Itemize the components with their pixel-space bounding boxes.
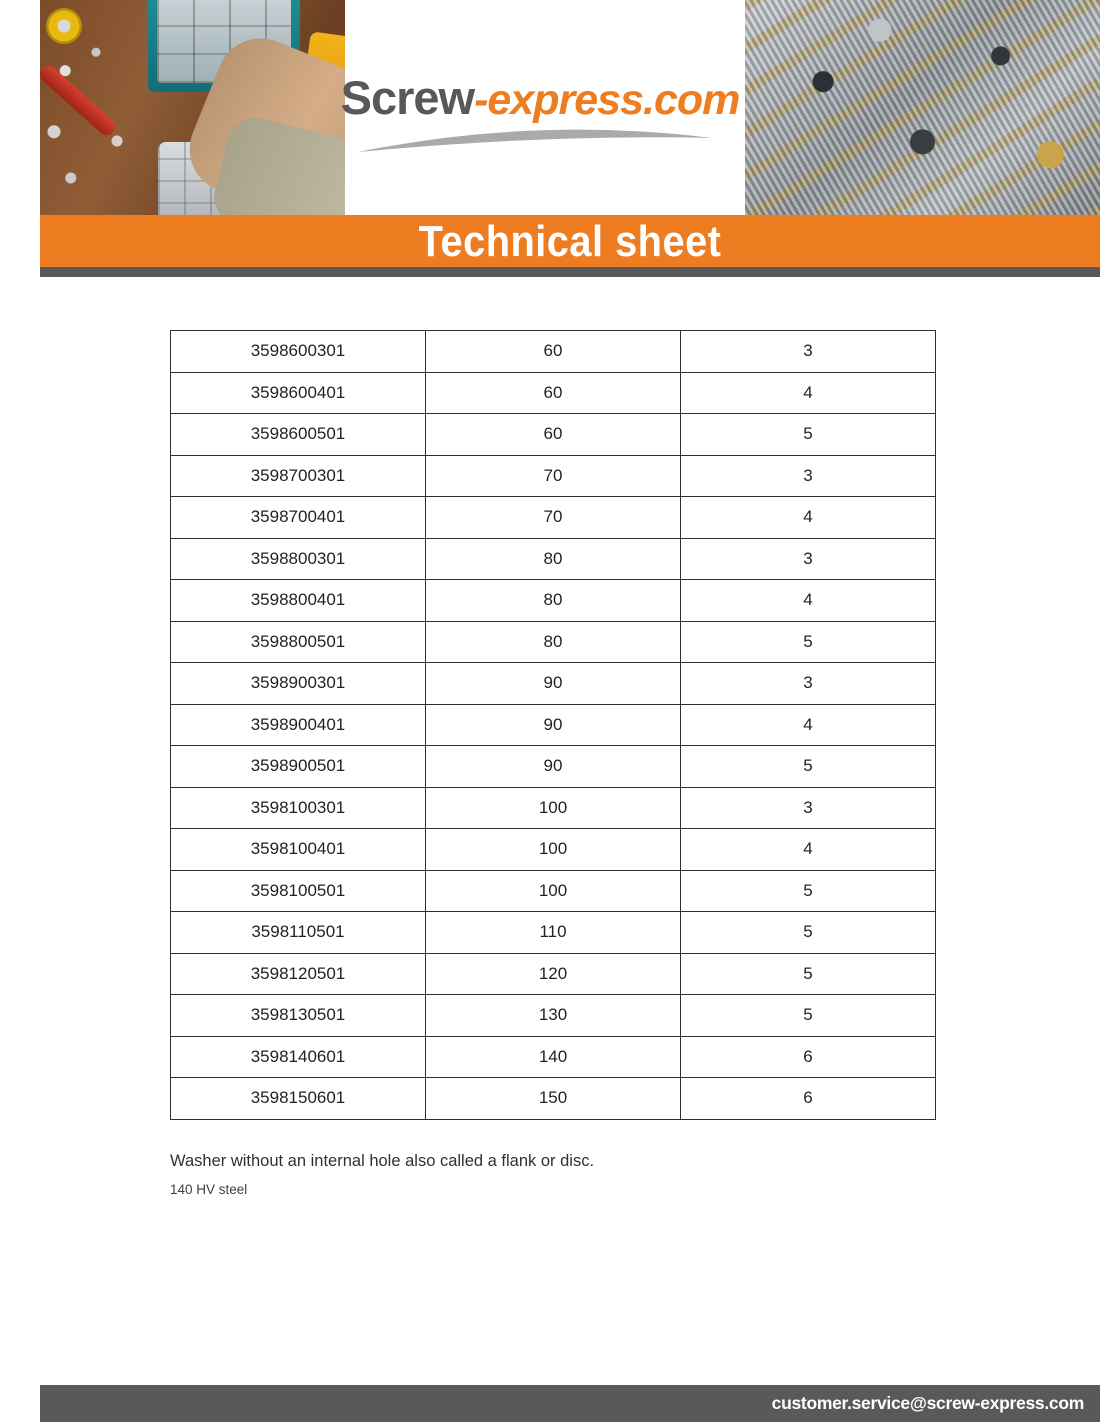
table-cell: 3598120501 [171, 953, 426, 995]
table-cell: 100 [426, 870, 681, 912]
banner-underline [40, 267, 1100, 277]
footer-bar [40, 1385, 1100, 1422]
header [40, 0, 1100, 215]
table-row [171, 995, 936, 1037]
table-cell: 4 [681, 580, 936, 622]
table-cell: 5 [681, 746, 936, 788]
table-row [171, 829, 936, 871]
logo-swoosh-icon [350, 126, 720, 158]
table-cell: 110 [426, 912, 681, 954]
table-cell: 5 [681, 912, 936, 954]
table-cell: 90 [426, 704, 681, 746]
table-row [171, 663, 936, 705]
table-cell: 5 [681, 995, 936, 1037]
table-cell: 70 [426, 455, 681, 497]
table-cell: 70 [426, 497, 681, 539]
table-cell: 3 [681, 331, 936, 373]
spec-table-body [171, 331, 936, 1120]
tape-measure-decor [46, 8, 82, 44]
table-cell: 5 [681, 953, 936, 995]
workbench-photo [40, 0, 345, 215]
table-cell: 150 [426, 1078, 681, 1120]
screws-photo [745, 0, 1100, 215]
table-cell: 3598100501 [171, 870, 426, 912]
table-cell: 3598800401 [171, 580, 426, 622]
table-cell: 80 [426, 538, 681, 580]
table-cell: 3 [681, 787, 936, 829]
table-cell: 4 [681, 829, 936, 871]
table-cell: 5 [681, 414, 936, 456]
table-cell: 5 [681, 870, 936, 912]
table-cell: 4 [681, 497, 936, 539]
table-cell: 3598900401 [171, 704, 426, 746]
table-cell: 90 [426, 746, 681, 788]
title-banner [40, 215, 1100, 267]
table-row [171, 455, 936, 497]
table-row [171, 912, 936, 954]
table-cell: 3598140601 [171, 1036, 426, 1078]
table-row [171, 372, 936, 414]
table-cell: 60 [426, 414, 681, 456]
table-row [171, 538, 936, 580]
table-cell: 6 [681, 1078, 936, 1120]
table-cell: 60 [426, 372, 681, 414]
table-row [171, 870, 936, 912]
table-cell: 80 [426, 621, 681, 663]
table-row [171, 580, 936, 622]
table-cell: 5 [681, 621, 936, 663]
table-cell: 3598100301 [171, 787, 426, 829]
table-cell: 120 [426, 953, 681, 995]
spec-table [170, 330, 936, 1120]
table-cell: 100 [426, 829, 681, 871]
table-cell: 3598900501 [171, 746, 426, 788]
table-cell: 80 [426, 580, 681, 622]
table-cell: 60 [426, 331, 681, 373]
table-cell: 4 [681, 704, 936, 746]
table-cell: 3598600401 [171, 372, 426, 414]
table-cell: 6 [681, 1036, 936, 1078]
table-cell: 3598100401 [171, 829, 426, 871]
table-row [171, 1078, 936, 1120]
table-cell: 3598600301 [171, 331, 426, 373]
table-row [171, 704, 936, 746]
table-cell: 3598700301 [171, 455, 426, 497]
table-row [171, 331, 936, 373]
table-cell: 3598130501 [171, 995, 426, 1037]
logo-text-screw: Screw [340, 71, 475, 124]
table-row [171, 787, 936, 829]
table-cell: 3 [681, 455, 936, 497]
material-text: 140 HV steel [170, 1182, 248, 1197]
logo-text-express: -express.com [474, 76, 740, 124]
table-cell: 3 [681, 663, 936, 705]
table-row [171, 953, 936, 995]
table-cell: 140 [426, 1036, 681, 1078]
table-cell: 4 [681, 372, 936, 414]
table-cell: 90 [426, 663, 681, 705]
logo-text [320, 70, 760, 125]
table-row [171, 621, 936, 663]
table-row [171, 746, 936, 788]
footer-email-link[interactable]: customer.service@screw-express.com [771, 1393, 1084, 1413]
table-cell: 3598900301 [171, 663, 426, 705]
table-row [171, 414, 936, 456]
table-cell: 3598800301 [171, 538, 426, 580]
table-cell: 3598700401 [171, 497, 426, 539]
table-row [171, 1036, 936, 1078]
table-cell: 130 [426, 995, 681, 1037]
table-cell: 3598110501 [171, 912, 426, 954]
table-cell: 3598800501 [171, 621, 426, 663]
table-cell: 100 [426, 787, 681, 829]
logo [320, 0, 760, 215]
table-cell: 3 [681, 538, 936, 580]
table-cell: 3598150601 [171, 1078, 426, 1120]
table-cell: 3598600501 [171, 414, 426, 456]
description-text: Washer without an internal hole also called a flank or disc. [170, 1152, 595, 1170]
page-title: Technical sheet [418, 216, 722, 265]
table-row [171, 497, 936, 539]
